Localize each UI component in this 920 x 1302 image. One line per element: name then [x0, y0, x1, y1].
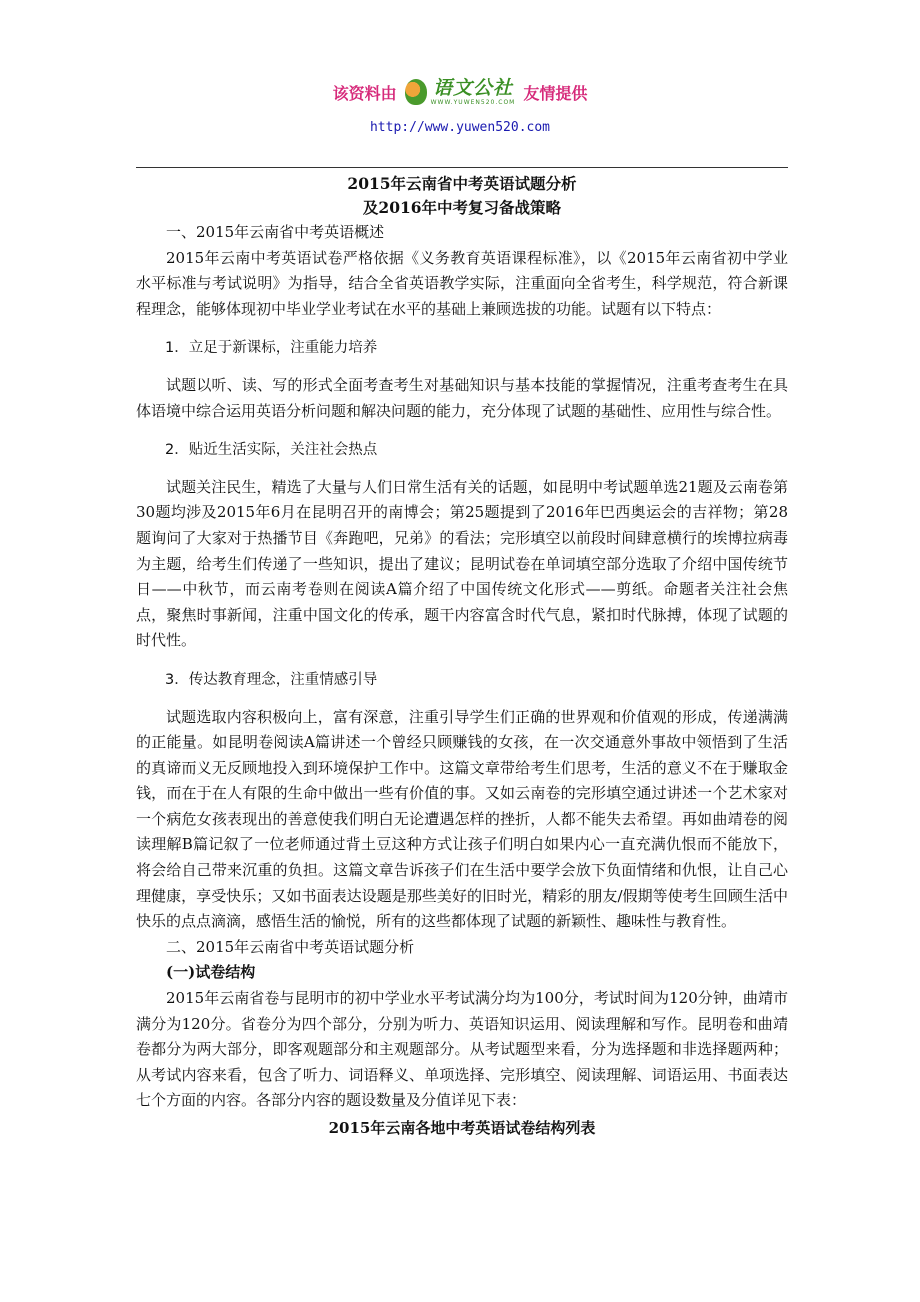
logo-text	[430, 76, 516, 106]
subsection1-text: 2015年云南省卷与昆明市的初中学业水平考试满分均为100分，考试时间为120分钟，曲靖市满分为120分。省卷分为四个部分，分别为听力、英语知识运用、阅读理解和写作。昆明卷和曲靖卷都分为两大部分，即客观题部分和主观题部分。从考试题型来看，分为选择题和非选择题两种；从考试内容来看，包含了听力、词语释义、单项选择、完形填空、阅读理解、词语运用、书面表达七个方面的内容。各部分内容的题设数量及分值详见下表：	[136, 989, 788, 1110]
point1-heading: 1．立足于新课标，注重能力培养	[165, 340, 378, 357]
point3-text: 试题选取内容积极向上，富有深意，注重引导学生们正确的世界观和价值观的形成，传递满满的正能量。如昆明卷阅读A篇讲述一个曾经只顾赚钱的女孩，在一次交通意外事故中领悟到了生活的真谛而义无反顾地投入到环境保护工作中。这篇文章带给考生们思考，生活的意义不在于赚取金钱，而在于在人有限的生命中做出一些有价值的事。又如云南卷的完形填空通过讲述一个艺术家对一个病危女孩表现出的善意使我们明白无论遭遇怎样的挫折，人都不能失去希望。再如曲靖卷的阅读理解B篇记叙了一位老师通过背土豆这种方式让孩子们明白如果内心一直充满仇恨而不能放下，将会给自己带来沉重的负担。这篇文章告诉孩子们在生活中要学会放下负面情绪和仇恨，让自己心理健康，享受快乐；又如书面表达设题是那些美好的旧时光，精彩的朋友/假期等使考生回顾生活中快乐的点点滴滴，感悟生活的愉悦，所有的这些都体现了试题的新颖性、趣味性与教育性。	[136, 707, 788, 931]
document-body	[136, 172, 788, 1142]
doc-title-line2: 及2016年中考复习备战策略	[362, 198, 562, 217]
section2-heading: 二、2015年云南省中考英语试题分析	[166, 937, 415, 956]
point1-text: 试题以听、读、写的形式全面考查考生对基础知识与基本技能的掌握情况，注重考查考生在具体语境中综合运用英语分析问题和解决问题的能力，充分体现了试题的基础性、应用性与综合性。	[136, 375, 788, 420]
point2-heading: 2．贴近生活实际，关注社会热点	[165, 442, 378, 459]
point2-text: 试题关注民生，精选了大量与人们日常生活有关的话题，如昆明中考试题单选21题及云南卷第30题均涉及2015年6月在昆明召开的南博会；第25题提到了2016年巴西奥运会的吉祥物；第28题询问了大家对于热播节目《奔跑吧，兄弟》的看法；完形填空以前段时间肆意横行的埃博拉病毒为主题，给考生们传递了一些知识，提出了建议；昆明试卷在单词填空部分选取了介绍中国传统节日——中秋节，而云南考卷则在阅读A篇介绍了中国传统文化形式——剪纸。命题者关注社会焦点，聚焦时事新闻，注重中国文化的传承，题干内容富含时代气息，紧扣时代脉搏，体现了试题的时代性。	[136, 477, 788, 650]
source-banner	[0, 62, 920, 122]
site-logo[interactable]	[405, 76, 516, 106]
doc-title-line1: 2015年云南省中考英语试题分析	[347, 174, 577, 193]
logo-subtitle: WWW.YUWEN520.COM	[430, 98, 516, 106]
banner-prefix: 该资料由	[332, 83, 397, 103]
section1-heading: 一、2015年云南省中考英语概述	[166, 223, 385, 241]
section1-intro: 2015年云南中考英语试卷严格依据《义务教育英语课程标准》，以《2015年云南省初中学业水平标准与考试说明》为指导，结合全省英语教学实际，注重面向全省考生，科学规范，符合新课程理念，能够体现初中毕业学业考试在水平的基础上兼顾选拔的功能。试题有以下特点：	[136, 248, 788, 318]
point3-heading: 3．传达教育理念，注重情感引导	[165, 671, 378, 688]
site-url-link[interactable]: http://www.yuwen520.com	[369, 120, 550, 135]
table-caption: 2015年云南各地中考英语试卷结构列表	[328, 1119, 596, 1137]
header-divider	[136, 167, 788, 168]
leaf-logo-icon	[405, 79, 427, 105]
banner-suffix: 友情提供	[523, 83, 588, 103]
subsection1-heading: (一)试卷结构	[166, 963, 256, 982]
logo-name: 语文公社	[432, 76, 513, 99]
